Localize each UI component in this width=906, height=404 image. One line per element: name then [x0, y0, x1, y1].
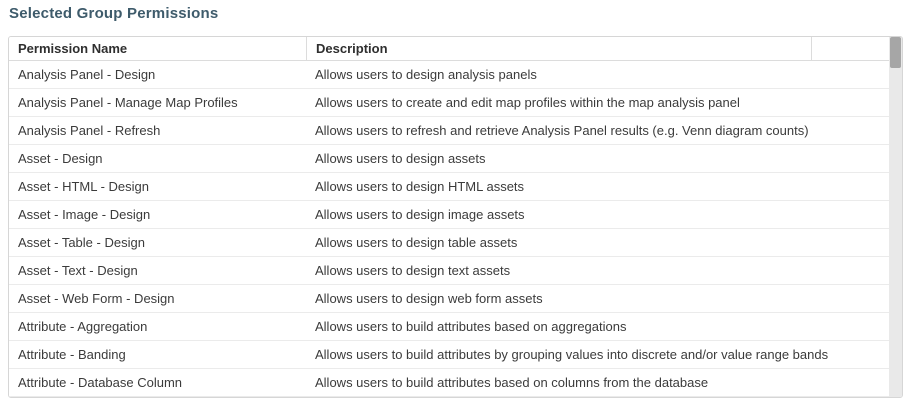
cell-permission-name: Attribute - Database Column — [18, 375, 183, 390]
cell-description: Allows users to design assets — [315, 151, 486, 166]
cell-description: Allows users to design HTML assets — [315, 179, 525, 194]
grid-header-row — [9, 37, 889, 61]
column-header-permission-name: Permission Name — [18, 41, 128, 56]
table-row[interactable] — [9, 257, 889, 285]
table-row[interactable] — [9, 89, 889, 117]
cell-description: Allows users to build attributes by grouping values into discrete and/or value range bands — [315, 347, 829, 362]
cell-permission-name: Analysis Panel - Design — [18, 67, 156, 82]
cell-permission-name: Asset - Image - Design — [18, 207, 151, 222]
cell-description: Allows users to design analysis panels — [315, 67, 537, 82]
table-body — [9, 61, 889, 397]
cell-description: Allows users to build attributes based on aggregations — [315, 319, 627, 334]
cell-permission-name: Asset - Text - Design — [18, 263, 138, 278]
table-row[interactable] — [9, 173, 889, 201]
cell-description: Allows users to design text assets — [315, 263, 511, 278]
cell-permission-name: Asset - Design — [18, 151, 103, 166]
cell-description: Allows users to design web form assets — [315, 291, 543, 306]
column-header-description: Description — [306, 37, 811, 60]
column-header-empty — [811, 37, 889, 60]
permissions-grid-panel — [8, 36, 903, 398]
cell-permission-name: Asset - HTML - Design — [18, 179, 149, 194]
cell-permission-name: Analysis Panel - Refresh — [18, 123, 161, 138]
cell-description: Allows users to build attributes based on columns from the database — [315, 375, 709, 390]
table-row[interactable] — [9, 117, 889, 145]
table-row[interactable] — [9, 285, 889, 313]
cell-permission-name: Asset - Web Form - Design — [18, 291, 175, 306]
page-title: Selected Group Permissions — [9, 5, 219, 22]
table-row[interactable] — [9, 201, 889, 229]
table-row[interactable] — [9, 341, 889, 369]
cell-description: Allows users to design table assets — [315, 235, 518, 250]
cell-permission-name: Analysis Panel - Manage Map Profiles — [18, 95, 238, 110]
table-row[interactable] — [9, 369, 889, 397]
table-row[interactable] — [9, 145, 889, 173]
permissions-grid — [9, 37, 889, 397]
table-row[interactable] — [9, 229, 889, 257]
cell-description: Allows users to create and edit map profiles within the map analysis panel — [315, 95, 740, 110]
vertical-scrollbar-track[interactable] — [889, 37, 902, 397]
cell-permission-name: Attribute - Banding — [18, 347, 126, 362]
table-row[interactable] — [9, 313, 889, 341]
table-row[interactable] — [9, 61, 889, 89]
vertical-scrollbar-thumb[interactable] — [890, 37, 901, 68]
cell-description: Allows users to design image assets — [315, 207, 525, 222]
cell-permission-name: Attribute - Aggregation — [18, 319, 148, 334]
cell-permission-name: Asset - Table - Design — [18, 235, 145, 250]
cell-description: Allows users to refresh and retrieve Analysis Panel results (e.g. Venn diagram counts) — [315, 123, 809, 138]
